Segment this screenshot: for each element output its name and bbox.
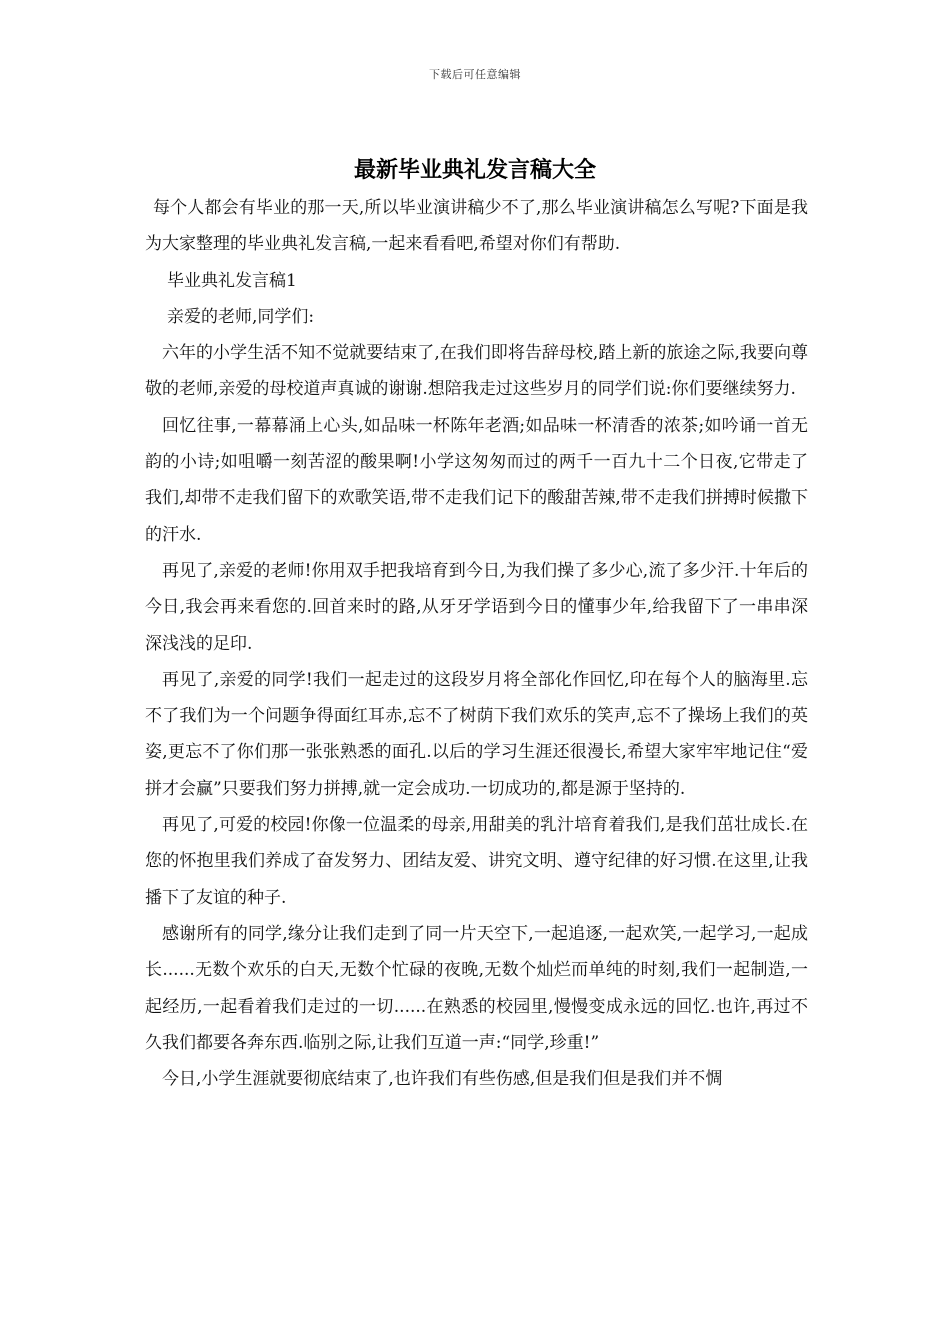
- body-paragraph: 再见了,亲爱的同学!我们一起走过的这段岁月将全部化作回忆,印在每个人的脑海里.忘不了我们为一个问题争得面红耳赤,忘不了树荫下我们欢乐的笑声,忘不了操场上我们的英姿,更忘不了你们那一张张熟悉的面孔.以后的学习生涯还很漫长,希望大家牢牢地记住“爱拼才会赢”只要我们努力拼搏,就一定会成功.一切成功的,都是源于坚持的.: [145, 669, 808, 799]
- body-paragraph: 六年的小学生活不知不觉就要结束了,在我们即将告辞母校,踏上新的旅途之际,我要向尊敬的老师,亲爱的母校道声真诚的谢谢.想陪我走过这些岁月的同学们说:你们要继续努力.: [145, 343, 808, 400]
- body-paragraph: 回忆往事,一幕幕涌上心头,如品味一杯陈年老酒;如品味一杯清香的浓茶;如吟诵一首无韵的小诗;如咀嚼一刻苦涩的酸果啊!小学这匆匆而过的两千一百九十二个日夜,它带走了我们,却带不走我们留下的欢歌笑语,带不走我们记下的酸甜苦辣,带不走我们拼搏时候撒下的汗水.: [145, 415, 808, 545]
- intro-paragraph: 每个人都会有毕业的那一天,所以毕业演讲稿少不了,那么毕业演讲稿怎么写呢?下面是我为大家整理的毕业典礼发言稿,一起来看看吧,希望对你们有帮助.: [145, 198, 808, 255]
- document-body: [145, 190, 808, 1097]
- body-paragraph: 再见了,亲爱的老师!你用双手把我培育到今日,为我们操了多少心,流了多少汗.十年后的今日,我会再来看您的.回首来时的路,从牙牙学语到今日的懂事少年,给我留下了一串串深深浅浅的足印.: [145, 560, 808, 654]
- section-title: 毕业典礼发言稿1: [167, 270, 297, 291]
- greeting: 亲爱的老师,同学们:: [167, 306, 315, 327]
- body-paragraph: 今日,小学生涯就要彻底结束了,也许我们有些伤感,但是我们但是我们并不惆: [162, 1069, 723, 1090]
- body-paragraph: 感谢所有的同学,缘分让我们走到了同一片天空下,一起追逐,一起欢笑,一起学习,一起成长......无数个欢乐的白天,无数个忙碌的夜晚,无数个灿烂而单纯的时刻,我们一起制造,一起经历,一起看着我们走过的一切......在熟悉的校园里,慢慢变成永远的回忆.也许,再过不久我们都要各奔东西.临别之际,让我们互道一声:“同学,珍重!”: [145, 923, 808, 1053]
- document-title: 最新毕业典礼发言稿大全: [353, 157, 596, 183]
- header-note: 下载后可任意编辑: [429, 68, 521, 81]
- body-paragraph: 再见了,可爱的校园!你像一位温柔的母亲,用甜美的乳汁培育着我们,是我们茁壮成长.在您的怀抱里我们养成了奋发努力、团结友爱、讲究文明、遵守纪律的好习惯.在这里,让我播下了友谊的种子.: [145, 815, 808, 908]
